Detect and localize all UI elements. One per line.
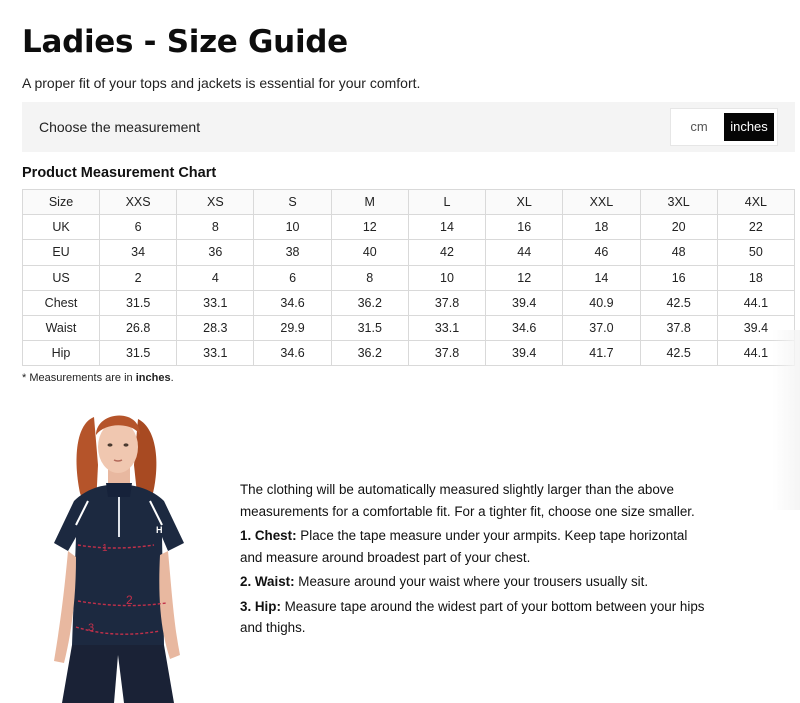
table-cell: 18 bbox=[717, 265, 794, 290]
table-cell: 8 bbox=[177, 215, 254, 240]
chest-marker: 1 bbox=[102, 543, 108, 554]
table-cell: 33.1 bbox=[177, 290, 254, 315]
instruction-hip-text: Measure tape around the widest part of your bottom between your hips and thighs. bbox=[240, 598, 705, 635]
table-cell: 36.2 bbox=[331, 341, 408, 366]
table-cell: 18 bbox=[563, 215, 640, 240]
table-cell: 34.6 bbox=[486, 315, 563, 340]
brand-logo: H bbox=[156, 525, 163, 535]
table-header-row bbox=[23, 190, 795, 215]
table-cell: 44.1 bbox=[717, 290, 794, 315]
unit-cm-button[interactable]: cm bbox=[674, 113, 724, 141]
table-cell: 12 bbox=[331, 215, 408, 240]
table-cell: 4 bbox=[177, 265, 254, 290]
table-cell: 37.8 bbox=[640, 315, 717, 340]
table-cell: 42 bbox=[408, 240, 485, 265]
table-cell: 46 bbox=[563, 240, 640, 265]
instruction-chest-text: Place the tape measure under your armpits. Keep tape horizontal and measure around broadest part of your chest. bbox=[240, 528, 688, 565]
table-cell: 28.3 bbox=[177, 315, 254, 340]
page-subtitle: A proper fit of your tops and jackets is essential for your comfort. bbox=[22, 75, 421, 91]
table-row bbox=[23, 341, 795, 366]
table-row bbox=[23, 240, 795, 265]
measurement-selector-bar bbox=[22, 102, 795, 152]
table-header-cell: 4XL bbox=[717, 190, 794, 215]
table-header-cell: L bbox=[408, 190, 485, 215]
measurement-label: Choose the measurement bbox=[39, 119, 201, 135]
table-cell: 22 bbox=[717, 215, 794, 240]
footnote-prefix: * Measurements are in bbox=[22, 372, 136, 384]
table-cell: 36.2 bbox=[331, 290, 408, 315]
table-row bbox=[23, 315, 795, 340]
table-cell: 41.7 bbox=[563, 341, 640, 366]
chart-title: Product Measurement Chart bbox=[22, 165, 217, 181]
table-cell: 31.5 bbox=[100, 290, 177, 315]
table-cell: 39.4 bbox=[486, 290, 563, 315]
table-cell: 31.5 bbox=[100, 341, 177, 366]
table-cell: 39.4 bbox=[486, 341, 563, 366]
table-cell: 20 bbox=[640, 215, 717, 240]
table-cell: 10 bbox=[254, 215, 331, 240]
table-cell: 34.6 bbox=[254, 341, 331, 366]
instruction-waist-label: 2. Waist: bbox=[240, 574, 295, 589]
table-cell: 14 bbox=[563, 265, 640, 290]
table-cell: 34.6 bbox=[254, 290, 331, 315]
measuring-instructions bbox=[240, 479, 710, 642]
table-row bbox=[23, 290, 795, 315]
table-header-cell: XXS bbox=[100, 190, 177, 215]
table-header-cell: XL bbox=[486, 190, 563, 215]
table-cell: 37.8 bbox=[408, 290, 485, 315]
footnote-suffix: . bbox=[170, 372, 174, 384]
table-cell: 42.5 bbox=[640, 341, 717, 366]
table-cell: 37.0 bbox=[563, 315, 640, 340]
model-illustration bbox=[34, 405, 214, 703]
hip-marker: 3 bbox=[88, 622, 95, 634]
instruction-hip-label: 3. Hip: bbox=[240, 598, 281, 614]
instruction-waist-text: Measure around your waist where your trousers usually sit. bbox=[294, 574, 649, 589]
table-header-cell: XXL bbox=[563, 190, 640, 215]
table-cell: 16 bbox=[486, 215, 563, 240]
table-row-label: Hip bbox=[23, 341, 100, 366]
table-cell: 14 bbox=[408, 215, 485, 240]
table-cell: 16 bbox=[640, 265, 717, 290]
table-header-cell: M bbox=[331, 190, 408, 215]
table-cell: 33.1 bbox=[177, 341, 254, 366]
instruction-chest bbox=[240, 525, 710, 568]
unit-inches-button[interactable]: inches bbox=[724, 113, 774, 141]
table-row-label: UK bbox=[23, 215, 100, 240]
table-cell: 40 bbox=[331, 240, 408, 265]
table-cell: 33.1 bbox=[408, 315, 485, 340]
footnote-unit: inches bbox=[135, 372, 171, 384]
instruction-hip bbox=[240, 596, 710, 639]
table-cell: 40.9 bbox=[563, 290, 640, 315]
page-title: Ladies - Size Guide bbox=[22, 24, 348, 60]
table-cell: 6 bbox=[254, 265, 331, 290]
table-row-label: Chest bbox=[23, 290, 100, 315]
table-cell: 37.8 bbox=[408, 341, 485, 366]
table-cell: 31.5 bbox=[331, 315, 408, 340]
table-row bbox=[23, 215, 795, 240]
table-cell: 34 bbox=[100, 240, 177, 265]
table-header-cell: XS bbox=[177, 190, 254, 215]
table-cell: 50 bbox=[717, 240, 794, 265]
table-cell: 8 bbox=[331, 265, 408, 290]
table-cell: 12 bbox=[486, 265, 563, 290]
table-cell: 2 bbox=[100, 265, 177, 290]
table-cell: 42.5 bbox=[640, 290, 717, 315]
scroll-edge-shadow bbox=[772, 330, 800, 510]
table-cell: 44 bbox=[486, 240, 563, 265]
table-row bbox=[23, 265, 795, 290]
instruction-chest-label: 1. Chest: bbox=[240, 528, 297, 543]
table-row-label: Waist bbox=[23, 315, 100, 340]
table-header-cell: Size bbox=[23, 190, 100, 215]
instructions-intro: The clothing will be automatically measured slightly larger than the above measurements for a comfortable fit. For a tighter fit, choose one size smaller. bbox=[240, 482, 695, 519]
table-cell: 36 bbox=[177, 240, 254, 265]
table-cell: 38 bbox=[254, 240, 331, 265]
waist-marker: 2 bbox=[126, 593, 133, 607]
unit-toggle bbox=[670, 108, 778, 146]
table-cell: 6 bbox=[100, 215, 177, 240]
table-cell: 44.1 bbox=[717, 341, 794, 366]
table-row-label: EU bbox=[23, 240, 100, 265]
measurement-footnote bbox=[22, 372, 174, 384]
table-cell: 29.9 bbox=[254, 315, 331, 340]
instruction-waist bbox=[240, 571, 710, 593]
table-cell: 48 bbox=[640, 240, 717, 265]
table-row-label: US bbox=[23, 265, 100, 290]
table-header-cell: 3XL bbox=[640, 190, 717, 215]
table-header-cell: S bbox=[254, 190, 331, 215]
size-table bbox=[22, 189, 795, 366]
table-cell: 39.4 bbox=[717, 315, 794, 340]
table-cell: 10 bbox=[408, 265, 485, 290]
table-cell: 26.8 bbox=[100, 315, 177, 340]
